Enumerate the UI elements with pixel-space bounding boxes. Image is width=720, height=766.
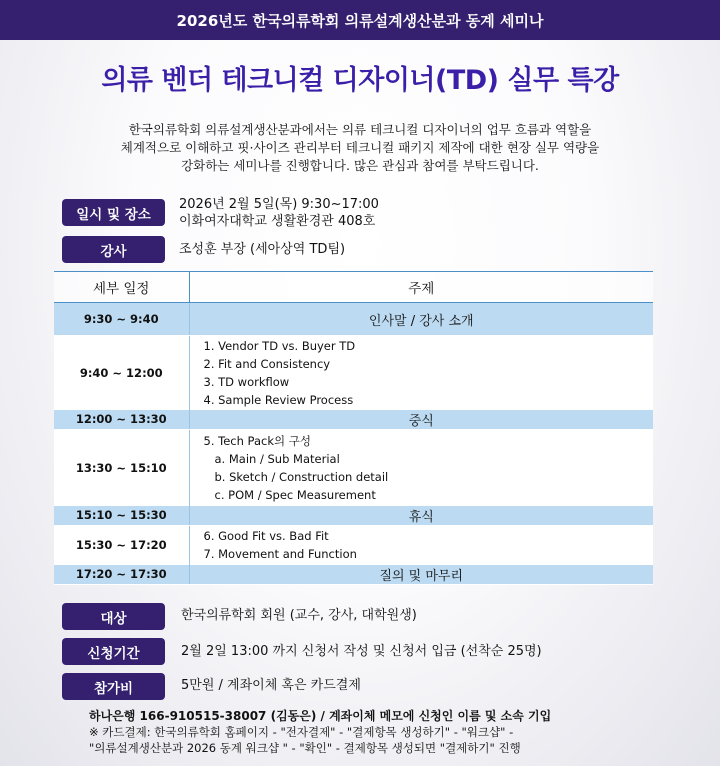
table-row (54, 336, 653, 410)
table-row (54, 303, 653, 336)
table-row (54, 506, 653, 526)
target-badge: 대상 (62, 603, 165, 630)
row-time: 9:30 ~ 9:40 (54, 303, 189, 336)
datetime-info (179, 196, 379, 230)
card-payment-note: ※ 카드결제: 한국의류학회 홈페이지 - "전자결제" - "결제항목 생성하기" - "워크샵" - (89, 725, 514, 739)
row-time: 13:30 ~ 15:10 (54, 430, 189, 506)
lecturer-badge: 강사 (62, 236, 165, 263)
table-row (54, 526, 653, 565)
row-time: 15:10 ~ 15:30 (54, 506, 189, 526)
fee-value: 5만원 / 계좌이체 혹은 카드결제 (181, 678, 361, 693)
topic-subline: a. Main / Sub Material (214, 451, 340, 466)
intro-line: 한국의류학회 의류설계생산분과에서는 의류 테크니컬 디자이너의 업무 흐름과 역할을 (128, 122, 592, 137)
row-topic: 중식 (189, 410, 653, 430)
table-row (54, 565, 653, 585)
table-row (54, 410, 653, 430)
intro-line: 체계적으로 이해하고 핏·사이즈 관리부터 테크니컬 패키지 제작에 대한 현장 실무 역량을 (120, 140, 600, 155)
page-title: 의류 벤더 테크니컬 디자이너(TD) 실무 특강 (101, 65, 619, 96)
row-topic-list (189, 336, 653, 410)
col-topic-header: 주제 (189, 272, 653, 303)
row-time: 9:40 ~ 12:00 (54, 336, 189, 410)
schedule-header-row (54, 272, 653, 303)
row-topic-list (189, 526, 653, 565)
lecturer-value: 조성훈 부장 (세아상역 TD팀) (179, 242, 346, 257)
schedule-table (54, 271, 653, 585)
period-badge: 신청기간 (62, 638, 165, 665)
row-topic: 인사말 / 강사 소개 (189, 303, 653, 336)
topic-line: 3. TD workflow (203, 374, 290, 389)
datetime-badge: 일시 및 장소 (62, 199, 165, 226)
event-date: 2026년 2월 5일(목) 9:30~17:00 (179, 197, 379, 212)
period-value: 2월 2일 13:00 까지 신청서 작성 및 신청서 입금 (선착순 25명) (181, 644, 542, 659)
event-venue: 이화여자대학교 생활환경관 408호 (179, 214, 376, 229)
topic-line: 6. Good Fit vs. Bad Fit (203, 529, 329, 544)
footnote (89, 708, 551, 756)
topic-line: 2. Fit and Consistency (203, 356, 331, 371)
col-time-header: 세부 일정 (54, 272, 189, 303)
row-time: 12:00 ~ 13:30 (54, 410, 189, 430)
target-value: 한국의류학회 회원 (교수, 강사, 대학원생) (181, 608, 417, 623)
topic-subline: b. Sketch / Construction detail (214, 469, 389, 484)
table-row (54, 430, 653, 506)
bank-account-note: 하나은행 166-910515-38007 (김동은) / 계좌이체 메모에 신청인 이름 및 소속 기입 (89, 709, 552, 723)
row-time: 15:30 ~ 17:20 (54, 526, 189, 565)
topic-subline: c. POM / Spec Measurement (214, 487, 376, 502)
intro-line: 강화하는 세미나를 진행합니다. 많은 관심과 참여를 부탁드립니다. (181, 158, 539, 173)
topic-line: 5. Tech Pack의 구성 (203, 433, 311, 448)
topic-line: 1. Vendor TD vs. Buyer TD (203, 338, 356, 353)
card-payment-note-cont: "의류설계생산분과 2026 동계 워크샵 " - "확인" - 결제항목 생성되면 "결제하기" 진행 (89, 741, 521, 755)
banner-text: 2026년도 한국의류학회 의류설계생산분과 동계 세미나 (176, 11, 544, 30)
intro-text (80, 121, 640, 175)
row-topic: 질의 및 마무리 (189, 565, 653, 585)
header-banner (0, 0, 720, 40)
row-topic-list (189, 430, 653, 506)
row-time: 17:20 ~ 17:30 (54, 565, 189, 585)
topic-line: 4. Sample Review Process (203, 392, 354, 407)
row-topic: 휴식 (189, 506, 653, 526)
fee-badge: 참가비 (62, 673, 165, 700)
topic-line: 7. Movement and Function (203, 547, 357, 562)
